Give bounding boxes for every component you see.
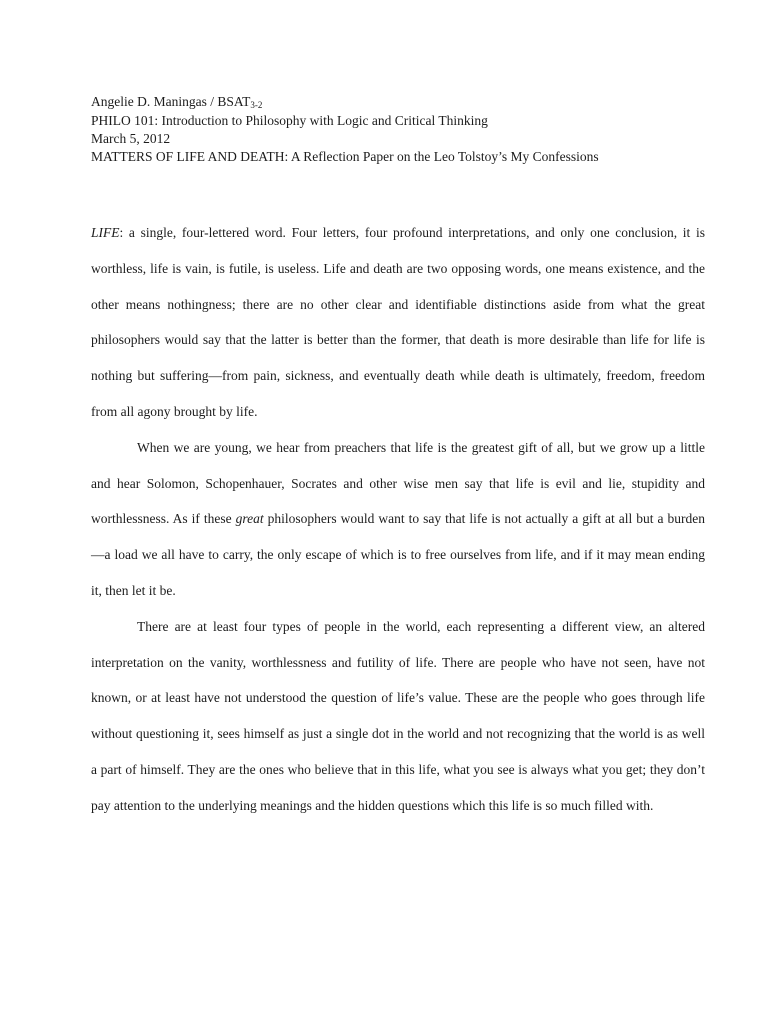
- paragraph-2: [91, 430, 705, 609]
- paragraph-1-lead-word: LIFE: [91, 225, 120, 240]
- paragraph-3: There are at least four types of people in the world, each representing a different view, an altered interpretation on the vanity, worthlessness and futility of life. There are people who have not seen, have not known, or at least have not understood the question of life’s value. These are the people who goes through life without questioning it, sees himself as just a single dot in the world and not recognizing that the world is as well a part of himself. They are the ones who believe that in this life, what you see is always what you get; they don’t pay attention to the underlying meanings and the hidden questions which this life is so much filled with.: [91, 618, 705, 813]
- author-line: [91, 93, 731, 112]
- essay-body: [91, 215, 705, 824]
- author-name: Angelie D. Maningas / BSAT: [91, 94, 251, 109]
- paragraph-2-text-a: When we are young, we hear from preachers that life is the greatest gift of all, but we grow up a little and hear Solomon, Schopenhauer, Socrates and other wise men say that life is evil and lie, stupidity and worthlessness. As if these: [91, 439, 705, 527]
- course-line: PHILO 101: Introduction to Philosophy with Logic and Critical Thinking: [91, 113, 488, 128]
- paragraph-2-emphasis: great: [235, 511, 264, 527]
- date-line: March 5, 2012: [91, 131, 171, 146]
- paper-header: [91, 93, 731, 166]
- paragraph-1-text: : a single, four-lettered word. Four letters, four profound interpretations, and only one conclusion, it is worthless, life is vain, is futile, is useless. Life and death are two opposing words, one means existence, and the other means nothingness; there are no other clear and identifiable distinctions aside from what the great philosophers would say that the latter is better than the former, that death is more desirable than life for life is nothing but suffering—from pain, sickness, and eventually death while death is ultimately, freedom, freedom from all agony brought by life.: [91, 225, 705, 419]
- paper-title: MATTERS OF LIFE AND DEATH: A Reflection Paper on the Leo Tolstoy’s My Confessions: [91, 149, 599, 164]
- paragraph-2-text-b: philosophers would want to say that life is not actually a gift at all but a burden—a load we all have to carry, the only escape of which is to free ourselves from life, and if it may mean ending it, then let it be.: [91, 511, 705, 598]
- section-subscript: 3-2: [250, 100, 263, 110]
- paragraph-1: [91, 215, 705, 430]
